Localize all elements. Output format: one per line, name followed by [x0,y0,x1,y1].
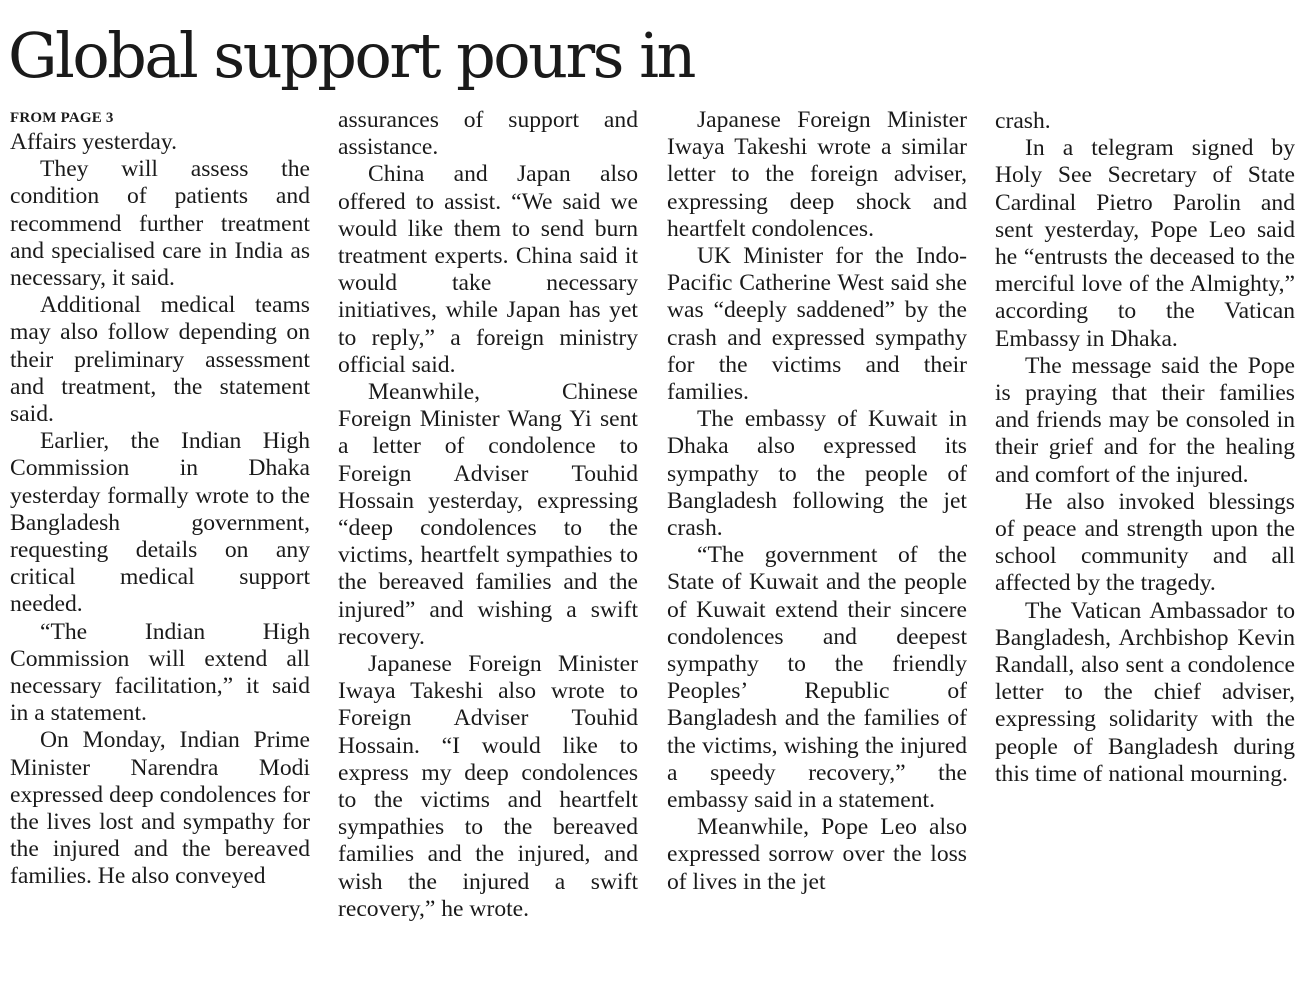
paragraph: Japanese Foreign Minister Iwaya Takeshi also wrote to Foreign Adviser Touhid Hossain. “I would like to express my deep condolences to the victims and heartfelt sympathies to the bereaved families and the injured, and wish the injured a swift recovery,” he wrote. [338,651,638,922]
paragraph: The embassy of Kuwait in Dhaka also expressed its sympathy to the people of Bangladesh following the jet crash. [667,406,967,542]
paragraph: On Monday, Indian Prime Minister Narendra Modi expressed deep condolences for the lives lost and sympathy for the injured and the bereaved families. He also conveyed [10,727,310,890]
paragraph: In a telegram signed by Holy See Secretary of State Cardinal Pietro Parolin and sent yesterday, Pope Leo said he “entrusts the deceased to the merciful love of the Almighty,” according to the Vatican Embassy in Dhaka. [995,135,1295,352]
paragraph: crash. [995,108,1051,134]
article-column-3 [667,107,967,987]
paragraph: Meanwhile, Chinese Foreign Minister Wang Yi sent a letter of condolence to Foreign Adviser Touhid Hossain yesterday, expressing “deep condolences to the victims, heartfelt sympathies to the bereaved families and the injured” and wishing a swift recovery. [338,379,638,650]
article-column-1 [10,107,310,987]
paragraph: “The Indian High Commission will extend all necessary facilitation,” it said in a statement. [10,618,310,727]
continued-from-kicker: FROM PAGE 3 [10,110,114,126]
paragraph: China and Japan also offered to assist. “We said we would like them to send burn treatment experts. China said it would take necessary initiatives, while Japan has yet to reply,” a foreign ministry official said. [338,161,638,378]
headline: Global support pours in [8,19,694,92]
paragraph: The message said the Pope is praying that their families and friends may be consoled in their grief and for the healing and comfort of the injured. [995,352,1295,488]
paragraph: Affairs yesterday. [10,129,178,155]
paragraph: “The government of the State of Kuwait and the people of Kuwait extend their sincere condolences and deepest sympathy to the friendly Peoples’ Republic of Bangladesh and the families of the victims, wishing the injured a speedy recovery,” the embassy said in a statement. [667,542,967,814]
article-column-4 [995,108,1295,988]
paragraph: Earlier, the Indian High Commission in Dhaka yesterday formally wrote to the Bangladesh government, requesting details on any critical medical support needed. [10,428,310,618]
paragraph: The Vatican Ambassador to Bangladesh, Archbishop Kevin Randall, also sent a condolence letter to the chief adviser, expressing solidarity with the people of Bangladesh during this time of national mourning. [995,597,1295,787]
paragraph: assurances of support and assistance. [338,107,638,161]
paragraph: UK Minister for the Indo-Pacific Catherine West said she was “deeply saddened” by the crash and expressed sympathy for the victims and their families. [667,243,967,406]
paragraph: Japanese Foreign Minister Iwaya Takeshi wrote a similar letter to the foreign adviser, expressing deep shock and heartfelt condolences. [667,107,967,242]
article-column-2 [338,107,638,987]
paragraph: They will assess the condition of patients and recommend further treatment and specialised care in India as necessary, it said. [10,156,310,292]
paragraph: He also invoked blessings of peace and strength upon the school community and all affected by the tragedy. [995,488,1295,597]
paragraph: Meanwhile, Pope Leo also expressed sorrow over the loss of lives in the jet [667,814,967,895]
paragraph: Additional medical teams may also follow depending on their preliminary assessment and treatment, the statement said. [10,292,310,428]
